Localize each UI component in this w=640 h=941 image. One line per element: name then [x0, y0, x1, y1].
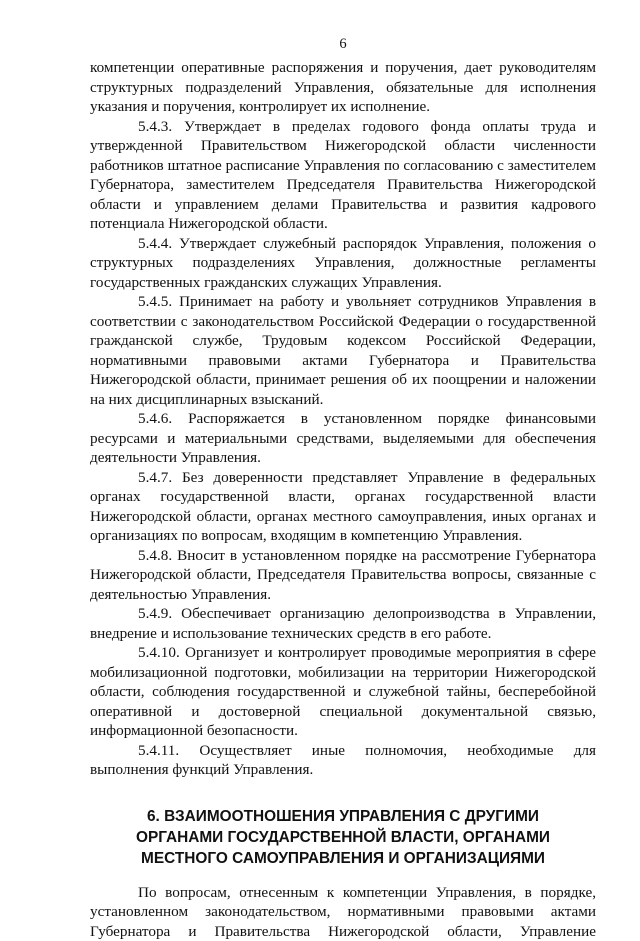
document-page [90, 34, 596, 941]
section-heading [90, 806, 596, 869]
paragraph-section-6: По вопросам, отнесенным к компетенции Управления, в порядке, установленном законодательством, нормативными правовыми актами Губернатора и Правительства Нижегородской области, Управление [90, 883, 596, 941]
section-heading-line: МЕСТНОГО САМОУПРАВЛЕНИЯ И ОРГАНИЗАЦИЯМИ [90, 848, 596, 869]
paragraph-5-4-5: 5.4.5. Принимает на работу и увольняет сотрудников Управления в соответствии с законодательством Российской Федерации о государственной гражданской службе, Трудовым кодексом Российской Федерации, нормативными правовыми актами Губернатора и Правительства Нижегородской области, принимает решения об их поощрении и наложении на них дисциплинарных взысканий. [90, 292, 596, 409]
paragraph-5-4-9: 5.4.9. Обеспечивает организацию делопроизводства в Управлении, внедрение и использование технических средств в его работе. [90, 604, 596, 643]
section-heading-line: ОРГАНАМИ ГОСУДАРСТВЕННОЙ ВЛАСТИ, ОРГАНАМИ [90, 827, 596, 848]
paragraph-5-4-4: 5.4.4. Утверждает служебный распорядок Управления, положения о структурных подразделениях Управления, должностные регламенты государственных гражданских служащих Управления. [90, 234, 596, 293]
paragraph-5-4-6: 5.4.6. Распоряжается в установленном порядке финансовыми ресурсами и материальными средствами, выделяемыми для обеспечения деятельности Управления. [90, 409, 596, 468]
paragraph-5-4-7: 5.4.7. Без доверенности представляет Управление в федеральных органах государственной власти, органах государственной власти Нижегородской области, органах местного самоуправления, иных органах и организациях по вопросам, входящим в компетенцию Управления. [90, 468, 596, 546]
section-heading-line: 6. ВЗАИМООТНОШЕНИЯ УПРАВЛЕНИЯ С ДРУГИМИ [90, 806, 596, 827]
page-number: 6 [90, 34, 596, 54]
paragraph-5-4-11: 5.4.11. Осуществляет иные полномочия, необходимые для выполнения функций Управления. [90, 741, 596, 780]
paragraph-continuation: компетенции оперативные распоряжения и поручения, дает руководителям структурных подразделений Управления, обязательные для исполнения указания и поручения, контролирует их исполнение. [90, 58, 596, 117]
paragraph-5-4-3: 5.4.3. Утверждает в пределах годового фонда оплаты труда и утвержденной Правительством Нижегородской области численности работников штатное расписание Управления по согласованию с заместителем Губернатора, заместителем Председателя Правительства Нижегородской области и управлением делами Правительства и развития кадрового потенциала Нижегородской области. [90, 117, 596, 234]
paragraph-5-4-8: 5.4.8. Вносит в установленном порядке на рассмотрение Губернатора Нижегородской области, Председателя Правительства вопросы, связанные с деятельностью Управления. [90, 546, 596, 605]
paragraph-5-4-10: 5.4.10. Организует и контролирует проводимые мероприятия в сфере мобилизационной подготовки, мобилизации на территории Нижегородской области, соблюдения государственной и служебной тайны, бесперебойной оперативной и достоверной специальной документальной связью, информационной безопасности. [90, 643, 596, 741]
